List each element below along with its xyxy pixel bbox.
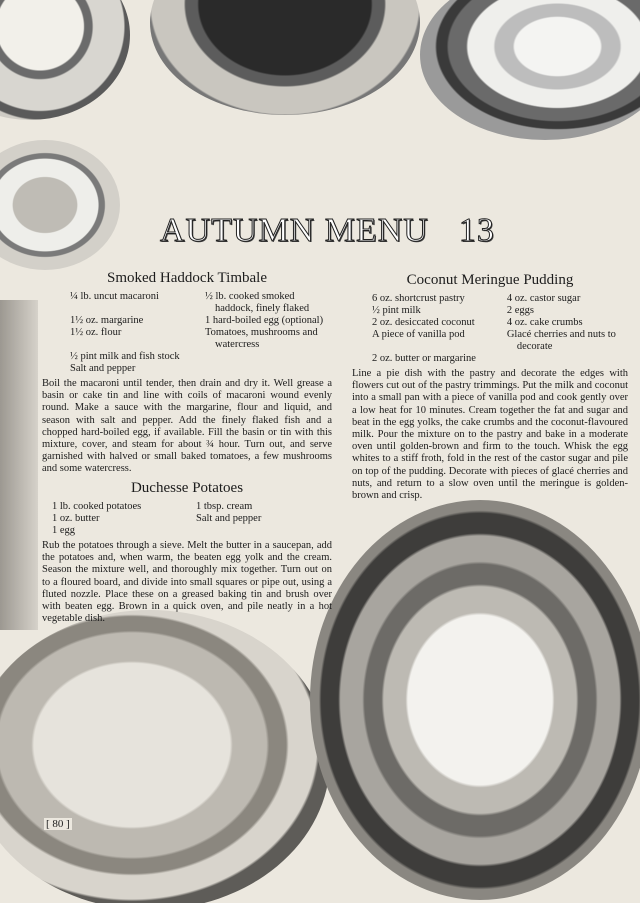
ingredient: ¼ lb. uncut macaroni bbox=[70, 291, 159, 302]
ingredient bbox=[507, 353, 628, 365]
ingredient: Salt and pepper bbox=[196, 513, 262, 524]
recipe-title: Duchesse Potatoes bbox=[130, 480, 244, 496]
ingredient: 1 egg bbox=[52, 525, 76, 536]
ingredient: 2 eggs bbox=[506, 305, 534, 316]
meringue-bowl-photo bbox=[420, 0, 640, 140]
bowl-of-greens-photo bbox=[150, 0, 420, 115]
pie-dish-photo bbox=[0, 610, 330, 903]
ingredient: Salt and pepper bbox=[70, 363, 136, 374]
sauce-boat-photo bbox=[0, 140, 120, 270]
ingredient: Glacé cherries and nuts to decorate bbox=[506, 329, 616, 352]
menu-number: 13 bbox=[458, 212, 495, 249]
ingredient: 1 hard-boiled egg (optional) bbox=[205, 315, 324, 326]
ingredient bbox=[205, 363, 332, 375]
recipe-duchesse-potatoes bbox=[42, 480, 332, 625]
recipe-title: Smoked Haddock Timbale bbox=[107, 270, 267, 286]
recipe-smoked-haddock-timbale bbox=[42, 270, 332, 476]
ingredient: 6 oz. shortcrust pastry bbox=[372, 293, 465, 304]
ingredient: 1 tbsp. cream bbox=[196, 501, 253, 512]
ingredient: 4 oz. castor sugar bbox=[506, 293, 581, 304]
ingredient bbox=[205, 351, 332, 363]
ingredient: 1½ oz. flour bbox=[70, 327, 122, 338]
page-title bbox=[160, 212, 540, 250]
ingredient-list bbox=[352, 293, 628, 365]
ingredient: 2 oz. butter or margarine bbox=[372, 353, 476, 364]
ingredient: 4 oz. cake crumbs bbox=[506, 317, 583, 328]
recipe-method: Boil the macaroni until tender, then drain and dry it. Well grease a basin or cake tin and line with coils of macaroni wound evenly round. Make a sauce with the margarine, flour and liquid, and season with salt and pepper. Add the finely flaked fish and a chopped hard-boiled egg, if available. Fill the basin or tin with this mixture, cover, and steam for about ¾ hour. Turn out, and serve garnished with halved or small baked tomatoes, a few mushrooms and some watercress. bbox=[42, 378, 332, 475]
recipe-method: Line a pie dish with the pastry and decorate the edges with flowers cut out of the pastry trimmings. Put the milk and coconut into a small pan with a piece of vanilla pod and cook gently over a low heat for 10 minutes. Cream together the fat and sugar and beat in the egg yolks, the cake crumbs and the coconut-flavoured milk. Pour the mixture on to the pastry and bake in a moderate oven until golden-brown and firm to the touch. Whisk the egg whites to a stiff froth, fold in the rest of the castor sugar and pile on top of the pudding. Decorate with pieces of glacé cherries and nuts, and return to a slow oven until the meringue is golden-brown and crisp. bbox=[352, 368, 628, 502]
page-number: [ 80 ] bbox=[46, 818, 70, 830]
recipe-coconut-meringue-pudding bbox=[352, 272, 628, 502]
ingredient: A piece of vanilla pod bbox=[372, 329, 465, 340]
recipe-title: Coconut Meringue Pudding bbox=[406, 272, 574, 288]
ingredient-list bbox=[42, 501, 332, 537]
title-text: AUTUMN MENU bbox=[160, 212, 429, 249]
ingredient bbox=[196, 525, 332, 537]
ingredient: Tomatoes, mushrooms and watercress bbox=[205, 327, 318, 350]
plate-edge-photo bbox=[0, 300, 38, 630]
willow-pattern-plate-photo bbox=[0, 0, 130, 120]
ingredient: ½ lb. cooked smoked haddock, finely flaked bbox=[205, 291, 310, 314]
ingredient: ½ pint milk bbox=[372, 305, 421, 316]
ingredient-list bbox=[42, 291, 332, 375]
ingredient: 1½ oz. margarine bbox=[70, 315, 144, 326]
ingredient: 1 lb. cooked potatoes bbox=[52, 501, 142, 512]
timbale-plate-photo bbox=[310, 500, 640, 900]
recipe-method: Rub the potatoes through a sieve. Melt the butter in a saucepan, add the potatoes and, when warm, the beaten egg yolk and the cream. Season the mixture well, and thoroughly mix together. Turn out on to a floured board, and divide into small squares or pipe out, using a fluted nozzle. Place these on a greased baking tin and brush over with beaten egg. Brown in a quick oven, and pile neatly in a hot vegetable dish. bbox=[42, 540, 332, 625]
ingredient: ½ pint milk and fish stock bbox=[70, 351, 180, 362]
ingredient: 2 oz. desiccated coconut bbox=[372, 317, 475, 328]
ingredient: 1 oz. butter bbox=[52, 513, 100, 524]
